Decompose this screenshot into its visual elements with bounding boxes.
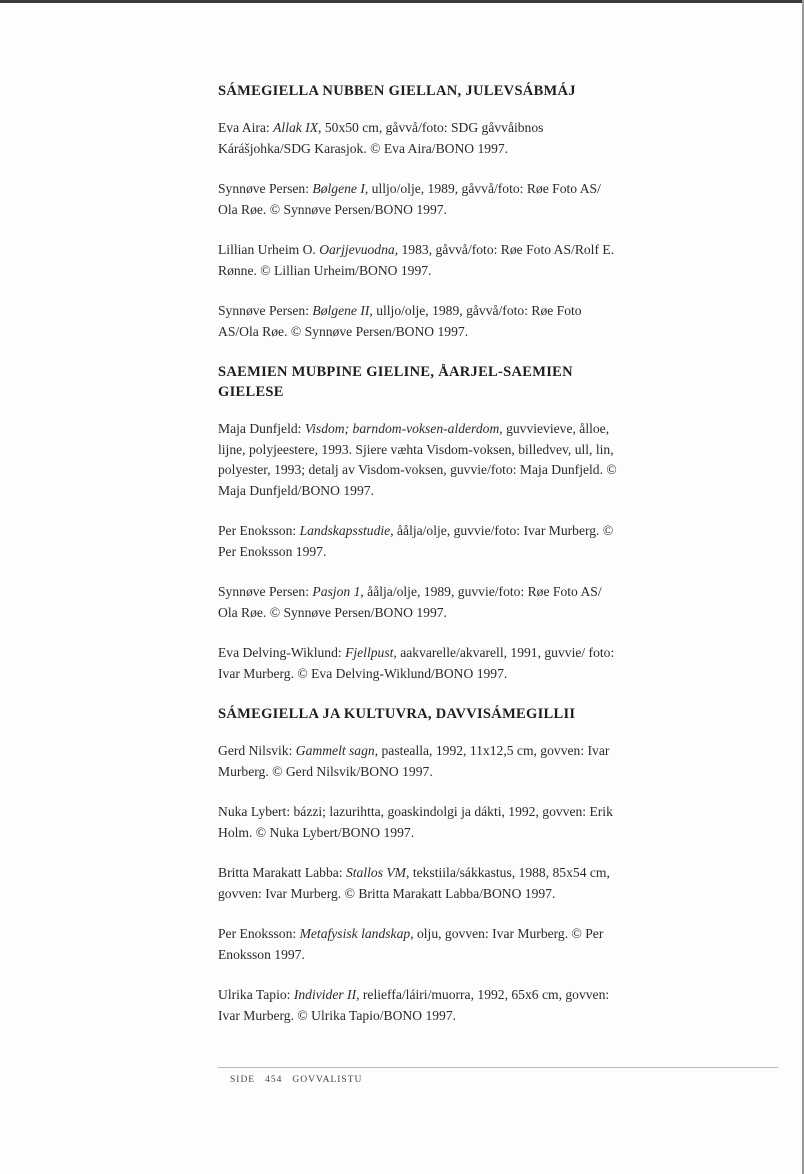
list-item: Maja Dunfjeld: Visdom; barndom-voksen-alderdom, guvvievieve, ålloe, lijne, polyjeestere, 1993. Sjiere væhta Visdom-voksen, billedvev, ull, lin, polyester, 1993; detalj av Visdom-voksen, guvvie/foto: Maja Dunfjeld. © Maja Dunfjeld/BONO 1997. — [218, 421, 617, 498]
list-item: Lillian Urheim O. Oarjjevuodna, 1983, gåvvå/foto: Røe Foto AS/Rolf E. Rønne. © Lillian Urheim/BONO 1997. — [218, 242, 615, 278]
footer-title: GOVVALISTU — [292, 1075, 363, 1085]
list-item: Synnøve Persen: Bølgene I, ulljo/olje, 1989, gåvvå/foto: Røe Foto AS/ Ola Røe. © Synnøve Persen/BONO 1997. — [218, 181, 601, 217]
list-item: Nuka Lybert: bázzi; lazurihtta, goaskindolgi ja dákti, 1992, govven: Erik Holm. © Nuka Lybert/BONO 1997. — [218, 804, 613, 840]
section-heading: SAEMIEN MUBPINE GIELINE, ÅARJEL-SAEMIEN GIELESE — [218, 364, 573, 400]
section-aarjel-saemien — [218, 362, 618, 684]
footer-rule — [218, 1067, 778, 1068]
footer-label: SIDE — [230, 1075, 256, 1085]
section-heading: SÁMEGIELLA NUBBEN GIELLAN, JULEVSÁBMÁJ — [218, 83, 576, 99]
page-number: 454 — [265, 1075, 283, 1085]
list-item: Synnøve Persen: Pasjon 1, åålja/olje, 1989, guvvie/foto: Røe Foto AS/ Ola Røe. © Synnøve Persen/BONO 1997. — [218, 584, 602, 620]
section-davvisamegillii — [218, 704, 618, 1026]
top-rule — [0, 0, 804, 3]
list-item: Britta Marakatt Labba: Stallos VM, tekstiila/sákkastus, 1988, 85x54 cm, govven: Ivar Murberg. © Britta Marakatt Labba/BONO 1997. — [218, 865, 610, 901]
list-item: Eva Delving-Wiklund: Fjellpust, aakvarelle/akvarell, 1991, guvvie/ foto: Ivar Murberg. © Eva Delving-Wiklund/BONO 1997. — [218, 645, 615, 681]
list-item: Ulrika Tapio: Individer II, relieffa/láiri/muorra, 1992, 65x6 cm, govven: Ivar Murberg. © Ulrika Tapio/BONO 1997. — [218, 987, 610, 1023]
section-heading: SÁMEGIELLA JA KULTUVRA, DAVVISÁMEGILLII — [218, 706, 576, 722]
list-item: Synnøve Persen: Bølgene II, ulljo/olje, 1989, gåvvå/foto: Røe Foto AS/Ola Røe. © Synnøve Persen/BONO 1997. — [218, 303, 582, 339]
list-item: Per Enoksson: Metafysisk landskap, olju, govven: Ivar Murberg. © Per Enoksson 1997. — [218, 926, 604, 962]
page-content — [218, 81, 618, 1046]
section-julevsabmaj — [218, 81, 618, 342]
list-item: Gerd Nilsvik: Gammelt sagn, pasteallа, 1992, 11x12,5 cm, govven: Ivar Murberg. © Gerd Nilsvik/BONO 1997. — [218, 743, 610, 779]
list-item: Eva Aira: Allak IX, 50x50 cm, gåvvå/foto: SDG gåvvåibnos Kárášjohka/SDG Karasjok. © Eva Aira/BONO 1997. — [218, 120, 544, 156]
list-item: Per Enoksson: Landskapsstudie, åålja/olje, guvvie/foto: Ivar Murberg. © Per Enoksson 1997. — [218, 523, 614, 559]
page-footer — [230, 1075, 372, 1085]
